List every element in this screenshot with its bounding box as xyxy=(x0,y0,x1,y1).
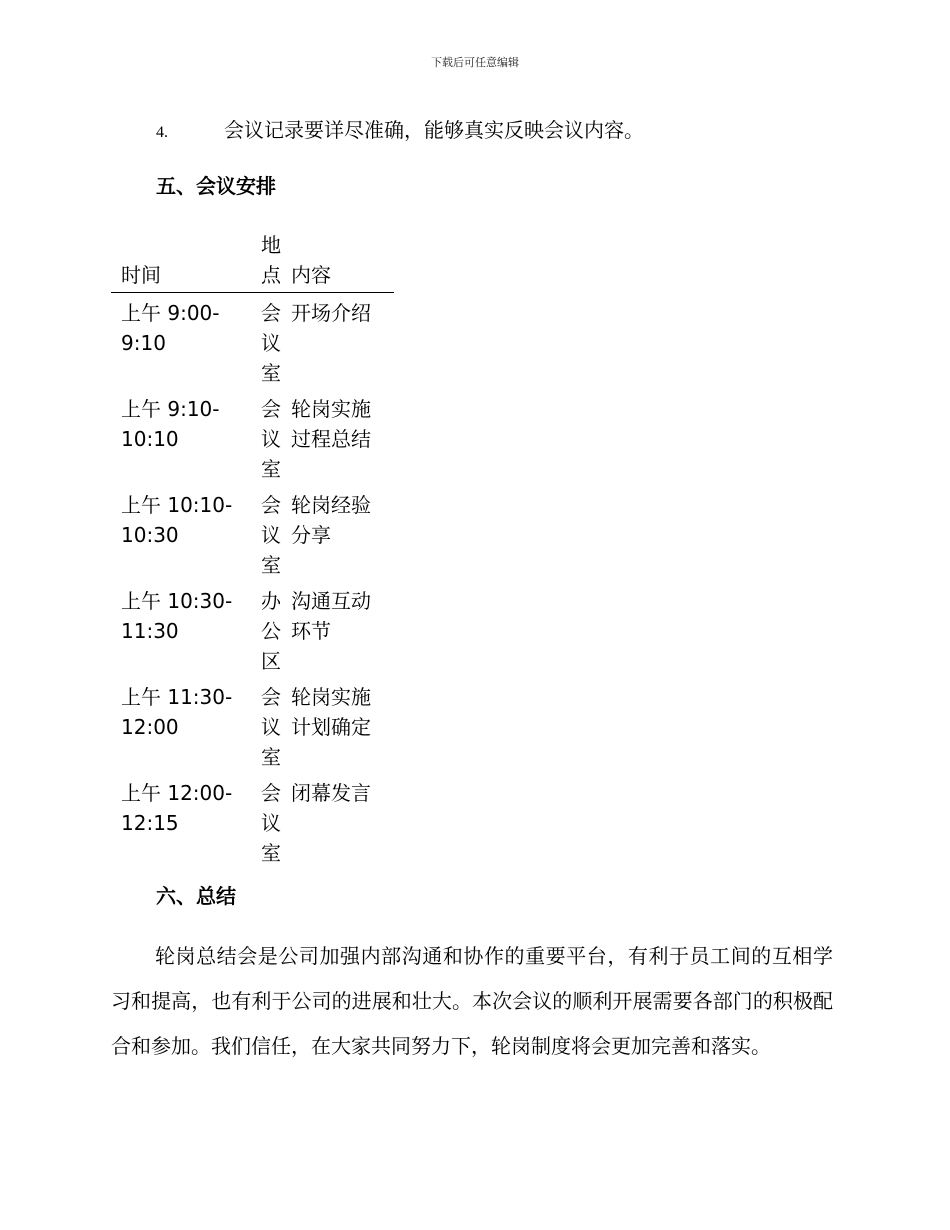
cell-time: 上午 12:00- 12:15 xyxy=(121,781,233,835)
table-row xyxy=(111,293,394,392)
cell-content: 轮岗经验分享 xyxy=(291,493,371,547)
table-row xyxy=(111,679,394,775)
table-row xyxy=(111,775,394,871)
cell-location: 会议室 xyxy=(261,685,281,769)
list-item-number: 4. xyxy=(156,124,168,141)
section-title-schedule: 五、会议安排 xyxy=(156,174,276,198)
cell-content: 轮岗实施过程总结 xyxy=(291,397,371,451)
cell-time: 上午 11:30- 12:00 xyxy=(121,685,233,739)
header-time: 时间 xyxy=(111,230,251,293)
cell-time: 上午 9:00- 9:10 xyxy=(121,301,220,355)
cell-location: 会议室 xyxy=(261,301,281,385)
schedule-header-row xyxy=(111,230,394,293)
cell-content: 闭幕发言 xyxy=(291,781,371,805)
cell-location: 办公区 xyxy=(261,589,281,673)
cell-location: 会议室 xyxy=(261,493,281,577)
list-item-text: 会议记录要详尽准确，能够真实反映会议内容。 xyxy=(224,118,644,142)
header-location: 地点 xyxy=(251,230,281,293)
cell-content: 开场介绍 xyxy=(291,301,371,325)
table-row xyxy=(111,391,394,487)
cell-location: 会议室 xyxy=(261,781,281,865)
cell-location: 会议室 xyxy=(261,397,281,481)
cell-time: 上午 10:10- 10:30 xyxy=(121,493,233,547)
section-title-summary: 六、总结 xyxy=(156,884,236,908)
table-row xyxy=(111,487,394,583)
cell-time: 上午 10:30- 11:30 xyxy=(121,589,233,643)
cell-content: 沟通互动环节 xyxy=(291,589,371,643)
schedule-table xyxy=(111,230,394,871)
summary-paragraph: 轮岗总结会是公司加强内部沟通和协作的重要平台，有利于员工间的互相学习和提高，也有利于公司的进展和壮大。本次会议的顺利开展需要各部门的积极配合和参加。我们信任，在大家共同努力下，轮岗制度将会更加完善和落实。 xyxy=(111,944,833,1058)
header-note: 下载后可任意编辑 xyxy=(431,56,519,69)
cell-content: 轮岗实施计划确定 xyxy=(291,685,371,739)
table-row xyxy=(111,583,394,679)
header-content: 内容 xyxy=(281,230,394,293)
cell-time: 上午 9:10- 10:10 xyxy=(121,397,220,451)
list-item-4 xyxy=(156,116,644,147)
